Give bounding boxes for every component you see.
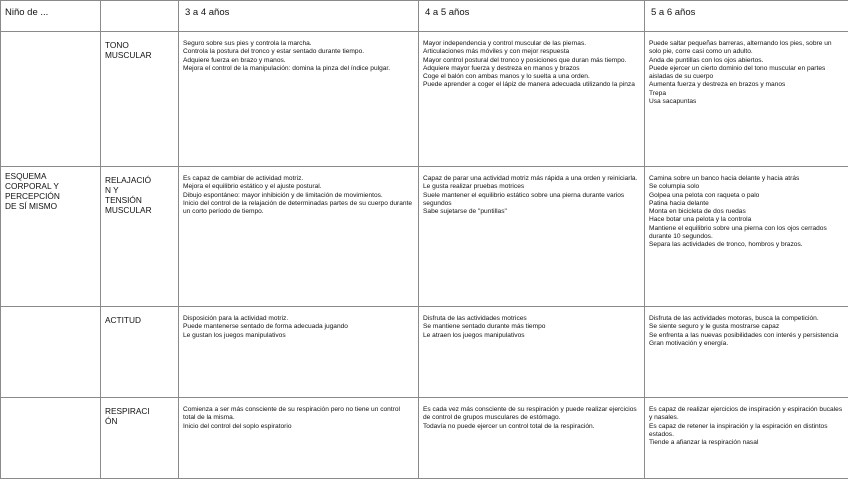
text-line: Golpea una pelota con raqueta o palo [649,192,844,200]
text-line: ESQUEMA [5,171,96,181]
text-line: RELAJACIÓ [105,175,174,185]
text-line: Es cada vez más consciente de su respiración y puede realizar ejercicios de control de grupos musculares de estómago. [423,406,640,423]
text-line: Todavía no puede ejercer un control total de la respiración. [423,423,640,431]
text-line: Seguro sobre sus pies y controla la marcha. [183,40,414,48]
text-line: Adquiere fuerza en brazo y manos. [183,57,414,65]
header-row [1,1,848,32]
text-line: Separa las actividades de tronco, hombros y brazos. [649,241,844,249]
text-line: Mejora el control de la manipulación: domina la pinza del índice pulgar. [183,65,414,73]
group-empty [1,32,101,167]
text-line: Trepa [649,90,844,98]
text-line: Hace botar una pelota y la controla [649,216,844,224]
text-line: TENSIÓN [105,195,174,205]
text-line: Puede ejercer un cierto dominio del tono muscular en partes aisladas de su cuerpo [649,65,844,82]
cell-4-5 [419,307,645,398]
sub-label [101,167,179,307]
cell-5-6 [645,32,848,167]
cell-4-5 [419,167,645,307]
text-line: Sabe sujetarse de "puntillas" [423,208,640,216]
text-line: Gran motivación y energía. [649,340,844,348]
text-line: Capaz de parar una actividad motriz más rápida a una orden y reiniciarla. [423,175,640,183]
text-line: Le gustan los juegos manipulativos [183,332,414,340]
text-line: Puede mantenerse sentado de forma adecuada jugando [183,323,414,331]
text-line: Le atraen los juegos manipulativos [423,332,640,340]
sub-label [101,398,179,479]
text-line: Coge el balón con ambas manos y lo suelta a una orden. [423,73,640,81]
text-line: DE SÍ MISMO [5,201,96,211]
header-age-label: Niño de ... [1,1,101,32]
text-line: Comienza a ser más consciente de su respiración pero no tiene un control total de la misma. [183,406,414,423]
text-line: Es capaz de realizar ejercicios de inspiración y espiración bucales y nasales. [649,406,844,423]
text-line: Tiende a afianzar la respiración nasal [649,439,844,447]
text-line: Le gusta realizar pruebas motrices [423,183,640,191]
text-line: PERCEPCIÓN [5,191,96,201]
header-area [101,1,179,32]
text-line: Disposición para la actividad motriz. [183,315,414,323]
text-line: Mantiene el equilibrio sobre una pierna con los ojos cerrados durante 10 segundos. [649,225,844,242]
text-line: Se mantiene sentado durante más tiempo [423,323,640,331]
cell-3-4 [179,32,419,167]
cell-3-4 [179,398,419,479]
row-actitud [1,307,848,398]
text-line: Patina hacia delante [649,200,844,208]
text-line: Dibujo espontáneo: mayor inhibición y de limitación de movimientos. [183,192,414,200]
sub-label [101,307,179,398]
text-line: Mayor independencia y control muscular de las piernas. [423,40,640,48]
cell-5-6 [645,398,848,479]
text-line: Articulaciones más móviles y con mejor respuesta [423,48,640,56]
text-line: Inicio del control de la relajación de determinadas partes de su cuerpo durante un corto período de tiempo. [183,200,414,217]
text-line: Se siente seguro y le gusta mostrarse capaz [649,323,844,331]
text-line: RESPIRACI [105,406,174,416]
text-line: ÓN [105,416,174,426]
text-line: Se enfrenta a las nuevas posibilidades con interés y persistencia [649,332,844,340]
text-line: Camina sobre un banco hacia delante y hacia atrás [649,175,844,183]
text-line: Monta en bicicleta de dos ruedas [649,208,844,216]
text-line: Anda de puntillas con los ojos abiertos. [649,57,844,65]
text-line: Es capaz de cambiar de actividad motriz. [183,175,414,183]
text-line: Usa sacapuntas [649,98,844,106]
text-line: Disfruta de las actividades motoras, busca la competición. [649,315,844,323]
row-respiracion [1,398,848,479]
group-empty [1,398,101,479]
text-line: MUSCULAR [105,50,174,60]
group-label [1,167,101,307]
text-line: Puede aprender a coger el lápiz de manera adecuada utilizando la pinza [423,81,640,89]
cell-3-4 [179,307,419,398]
text-line: Inicio del control del soplo espiratorio [183,423,414,431]
text-line: Mejora el equilibrio estático y el ajuste postural. [183,183,414,191]
text-line: N Y [105,185,174,195]
text-line: Mayor control postural del tronco y posiciones que duran más tiempo. [423,57,640,65]
sub-label [101,32,179,167]
header-3-4: 3 a 4 años [179,1,419,32]
text-line: Controla la postura del tronco y estar sentado durante tiempo. [183,48,414,56]
header-5-6: 5 a 6 años [645,1,848,32]
text-line: Es capaz de retener la inspiración y la espiración en distintos estados. [649,423,844,440]
cell-5-6 [645,307,848,398]
text-line: Aumenta fuerza y destreza en brazos y manos [649,81,844,89]
text-line: TONO [105,40,174,50]
cell-5-6 [645,167,848,307]
group-empty [1,307,101,398]
text-line: Puede saltar pequeñas barreras, alternando los pies, sobre un solo pie, corre casi como un adulto. [649,40,844,57]
cell-4-5 [419,32,645,167]
header-4-5: 4 a 5 años [419,1,645,32]
text-line: Suele mantener el equilibrio estático sobre una pierna durante varios segundos [423,192,640,209]
cell-4-5 [419,398,645,479]
text-line: Se columpia solo [649,183,844,191]
text-line: ACTITUD [105,315,174,325]
text-line: Disfruta de las actividades motrices [423,315,640,323]
row-relajacion [1,167,848,307]
row-tono [1,32,848,167]
text-line: Adquiere mayor fuerza y destreza en manos y brazos [423,65,640,73]
text-line: MUSCULAR [105,205,174,215]
text-line: CORPORAL Y [5,181,96,191]
cell-3-4 [179,167,419,307]
